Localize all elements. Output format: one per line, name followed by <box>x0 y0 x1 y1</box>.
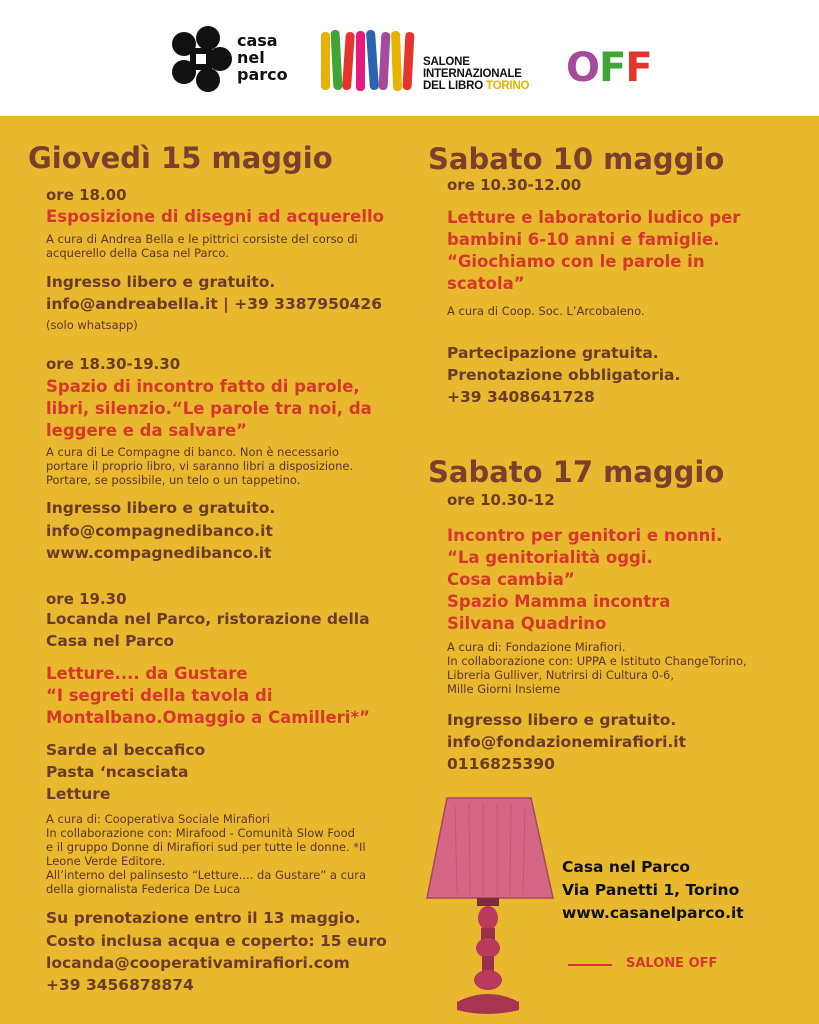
event-description: A cura di Le Compagne di banco. Non è necessario <box>46 445 339 459</box>
event-info: Su prenotazione entro il 13 maggio. <box>46 909 361 927</box>
lamp-illustration-icon <box>425 796 555 1018</box>
event-description: e il gruppo Donne di Mirafiori sud per tutte le donne. *Il <box>46 840 366 854</box>
event-time: ore 19.30 <box>46 590 127 608</box>
contact-phone[interactable]: 0116825390 <box>447 755 555 773</box>
off-logo: OFF <box>566 45 652 91</box>
event-description: Portare, se possibile, un telo o un tappetino. <box>46 473 301 487</box>
event-venue: Casa nel Parco <box>46 632 175 650</box>
event-description: Libreria Gulliver, Nutrirsi di Cultura 0-6, <box>447 668 675 682</box>
contact-email[interactable]: locanda@cooperativamirafiori.com <box>46 954 350 972</box>
event-title: Silvana Quadrino <box>447 614 607 633</box>
contact-email[interactable]: info@fondazionemirafiori.it <box>447 733 687 751</box>
event-description: A cura di Coop. Soc. L’Arcobaleno. <box>447 304 645 318</box>
event-time: ore 10.30-12.00 <box>447 176 582 194</box>
event-info: Ingresso libero e gratuito. <box>46 499 276 517</box>
event-info: Partecipazione gratuita. <box>447 344 659 362</box>
event-description: Mille Giorni Insieme <box>447 682 561 696</box>
event-description: All’interno del palinsesto “Letture.... da Gustare” a cura <box>46 868 367 882</box>
contact-phone[interactable]: +39 3408641728 <box>447 388 595 406</box>
contact-email-phone[interactable]: info@andreabella.it | +39 3387950426 <box>46 295 383 313</box>
event-description: A cura di: Fondazione Mirafiori. <box>447 640 626 654</box>
menu-item: Letture <box>46 785 111 803</box>
event-title: “Giochiamo con le parole in <box>447 252 705 271</box>
event-description: In collaborazione con: Mirafood - Comunità Slow Food <box>46 826 355 840</box>
event-info: Costo inclusa acqua e coperto: 15 euro <box>46 932 387 950</box>
menu-item: Pasta ‘ncasciata <box>46 763 189 781</box>
contact-email[interactable]: info@compagnedibanco.it <box>46 522 273 540</box>
event-description: acquerello della Casa nel Parco. <box>46 246 229 260</box>
event-title: leggere e da salvare” <box>46 421 248 440</box>
event-title: scatola” <box>447 274 525 293</box>
address-name: Casa nel Parco <box>562 858 691 876</box>
event-description: A cura di Andrea Bella e le pittrici corsiste del corso di <box>46 232 358 246</box>
event-title: “La genitorialità oggi. <box>447 548 653 567</box>
day-heading-sabato-10: Sabato 10 maggio <box>428 142 725 176</box>
event-title: Montalbano.Omaggio a Camilleri*” <box>46 708 370 727</box>
event-title: Spazio Mamma incontra <box>447 592 671 611</box>
event-time: ore 18.00 <box>46 186 127 204</box>
event-title: Esposizione di disegni ad acquerello <box>46 207 384 226</box>
event-description: In collaborazione con: UPPA e Istituto ChangeTorino, <box>447 654 747 668</box>
event-description: Leone Verde Editore. <box>46 854 166 868</box>
event-title: libri, silenzio.“Le parole tra noi, da <box>46 399 372 418</box>
day-heading-giovedi: Giovedì 15 maggio <box>28 141 333 175</box>
event-title: bambini 6-10 anni e famiglie. <box>447 230 720 249</box>
day-heading-sabato-17: Sabato 17 maggio <box>428 455 725 489</box>
event-venue: Locanda nel Parco, ristorazione della <box>46 610 370 628</box>
event-description: portare il proprio libro, vi saranno libri a disposizione. <box>46 459 354 473</box>
menu-item: Sarde al beccafico <box>46 741 206 759</box>
address-website[interactable]: www.casanelparco.it <box>562 904 744 922</box>
event-title: Incontro per genitori e nonni. <box>447 526 723 545</box>
address-street: Via Panetti 1, Torino <box>562 881 740 899</box>
event-info: Ingresso libero e gratuito. <box>447 711 677 729</box>
event-info: Ingresso libero e gratuito. <box>46 273 276 291</box>
event-title: “I segreti della tavola di <box>46 686 273 705</box>
contact-phone[interactable]: +39 3456878874 <box>46 976 194 994</box>
event-time: ore 18.30-19.30 <box>46 355 181 373</box>
casa-nel-parco-logo-text: casa nel parco <box>237 31 288 84</box>
salone-logo-text: SALONE INTERNAZIONALE DEL LIBRO TORINO <box>423 56 530 92</box>
header-bar <box>0 0 819 116</box>
contact-website[interactable]: www.compagnedibanco.it <box>46 544 272 562</box>
event-info: Prenotazione obbligatoria. <box>447 366 681 384</box>
event-title: Spazio di incontro fatto di parole, <box>46 377 360 396</box>
event-title: Cosa cambia” <box>447 570 575 589</box>
salone-stripes-logo-icon <box>320 28 420 94</box>
event-title: Letture e laboratorio ludico per <box>447 208 741 227</box>
event-note: (solo whatsapp) <box>46 318 138 332</box>
salone-off-label: SALONE OFF <box>626 956 718 971</box>
event-time: ore 10.30-12 <box>447 491 555 509</box>
divider-line <box>568 964 612 966</box>
event-title: Letture.... da Gustare <box>46 664 248 683</box>
event-description: della giornalista Federica De Luca <box>46 882 241 896</box>
event-description: A cura di: Cooperativa Sociale Mirafiori <box>46 812 270 826</box>
